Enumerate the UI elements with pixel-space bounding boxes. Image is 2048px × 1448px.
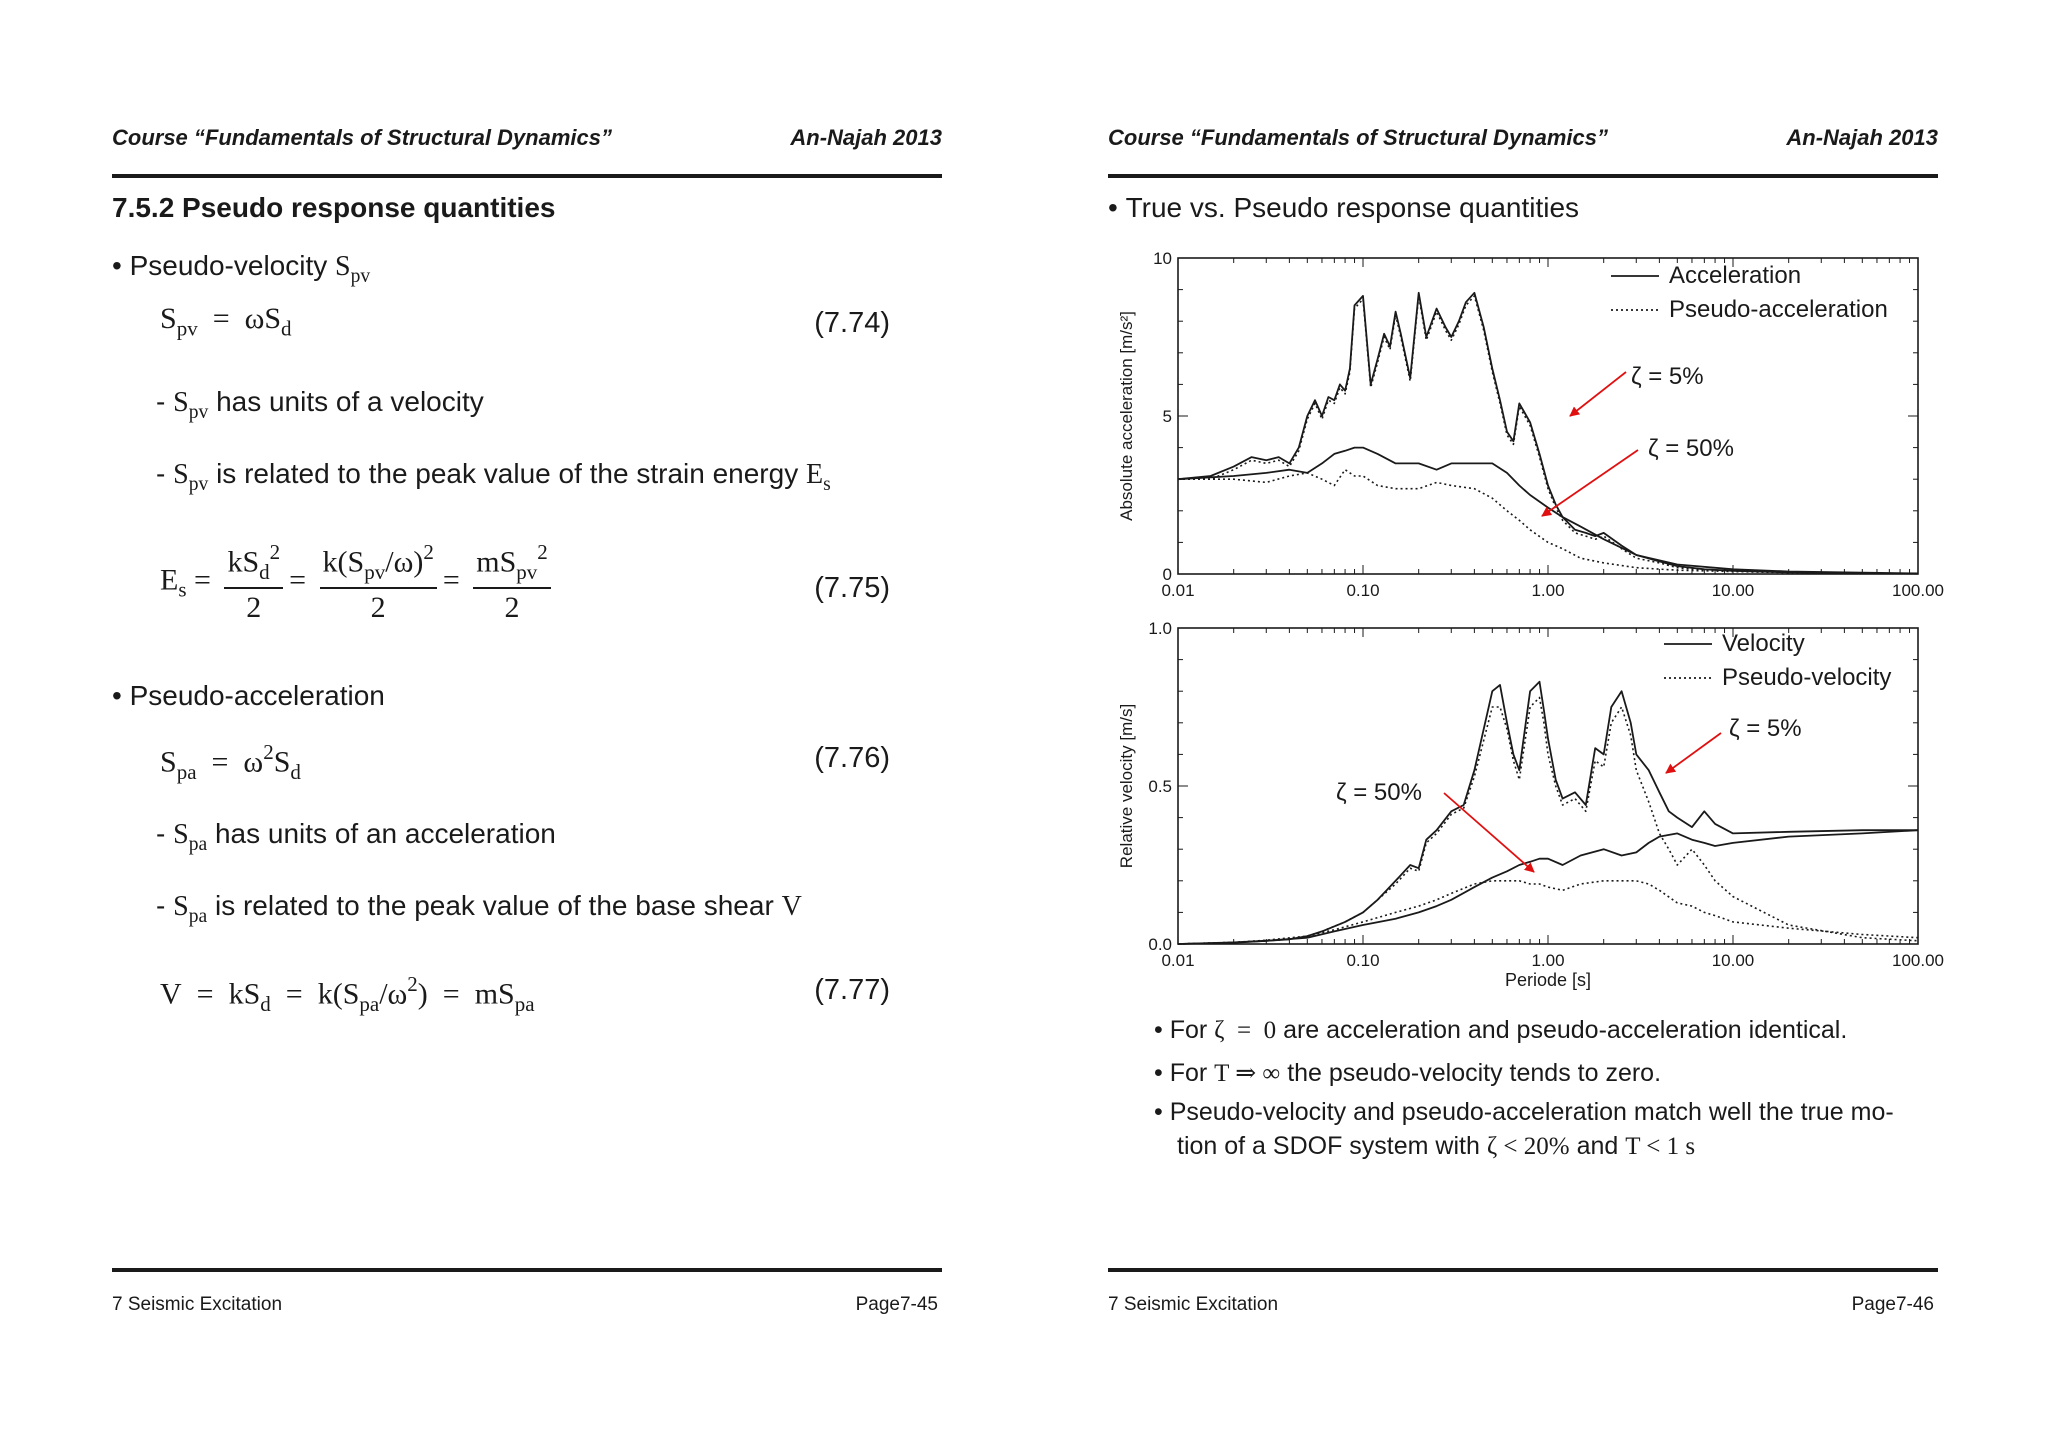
x-tick-label: 100.00 xyxy=(1892,951,1944,970)
dash-item-base-shear: - $S_{pa}$ is related to the peak value of the base shear V xyxy=(156,890,802,927)
dash-item-acceleration-units: - $S_{pa}$ has units of an acceleration xyxy=(156,818,556,855)
left-page xyxy=(70,0,970,1448)
symbol-spv: $S_{pv}$ xyxy=(335,251,371,287)
annotation-arrow xyxy=(1666,733,1721,773)
series-line xyxy=(1178,296,1918,574)
equation-number-7-74: (7.74) xyxy=(814,307,890,339)
bullet-pseudo-acceleration: • Pseudo-acceleration xyxy=(112,680,385,711)
course-title: Course “Fundamentals of Structural Dynamics” xyxy=(112,125,612,150)
x-tick-label: 1.00 xyxy=(1531,951,1565,970)
bullet-pseudo-velocity: • Pseudo-velocity $S_{pv}$ xyxy=(112,250,371,287)
series-line xyxy=(1178,293,1918,574)
legend-label: Pseudo-acceleration xyxy=(1669,296,1888,323)
bullet-zeta-zero: • For ζ = 0 are acceleration and pseudo-acceleration identical. xyxy=(1154,1016,1848,1044)
series-line xyxy=(1178,682,1918,944)
bullet-match-well-cont: tion of a SDOF system with ζ < 20% and T < 1 s xyxy=(1177,1132,1696,1160)
header-year: An-Najah 2013 xyxy=(790,125,942,150)
response-spectra-charts xyxy=(1066,0,1966,1100)
dash-item-strain-energy: - $S_{pv}$ is related to the peak value of the strain energy $E_s$ xyxy=(156,458,831,495)
damping-annotation: ζ = 5% xyxy=(1729,715,1802,742)
x-tick-label: 10.00 xyxy=(1711,951,1755,970)
x-axis-label: Periode [s] xyxy=(1504,970,1592,990)
equation-7-74: $S_{pv} = \omega S_d$ xyxy=(160,302,292,341)
y-axis-label: Relative velocity [m/s] xyxy=(1117,703,1136,869)
x-tick-label: 0.10 xyxy=(1346,951,1380,970)
x-tick-label: 10.00 xyxy=(1711,581,1755,600)
velocity-chart xyxy=(1117,619,1944,990)
equation-7-77: $V = kS_d = k(S_{pa}/\omega^2) = mS_{pa}$ xyxy=(160,972,535,1016)
equation-number-7-76: (7.76) xyxy=(814,742,890,774)
x-tick-label: 100.00 xyxy=(1892,581,1944,600)
course-title: Course “Fundamentals of Structural Dynamics” xyxy=(1108,125,1608,150)
page-number: Page7-46 xyxy=(1851,1294,1934,1315)
bullet-period-infinity: • For T ⇒ ∞ the pseudo-velocity tends to zero. xyxy=(1154,1059,1662,1087)
legend-label: Pseudo-velocity xyxy=(1722,664,1892,691)
footer-rule xyxy=(112,1268,942,1272)
y-tick-label: 0 xyxy=(1162,565,1172,584)
series-line xyxy=(1178,830,1918,944)
y-tick-label: 0.5 xyxy=(1148,777,1172,796)
chapter-label: 7 Seismic Excitation xyxy=(112,1294,283,1315)
dash-item-units: - $S_{pv}$ has units of a velocity xyxy=(156,386,484,423)
equation-number-7-75: (7.75) xyxy=(814,572,890,604)
y-axis-label: Absolute acceleration [m/s²] xyxy=(1117,311,1136,521)
bullet-match-well: • Pseudo-velocity and pseudo-acceleration match well the true mo- xyxy=(1154,1098,1894,1126)
equation-7-75: $E_s$ = $\frac{kS_d^2}{2}$ = $\frac{k(S_{pv}/\omega)^2}{2}$ = $\frac{mS_{pv}^2}{2}$ xyxy=(160,540,557,625)
equation-7-76: $S_{pa} = \omega^2S_d$ xyxy=(160,740,301,784)
y-tick-label: 0.0 xyxy=(1148,935,1172,954)
chapter-label: 7 Seismic Excitation xyxy=(1108,1294,1279,1315)
legend-label: Acceleration xyxy=(1669,262,1802,289)
acceleration-chart xyxy=(1117,249,1944,600)
y-tick-label: 5 xyxy=(1162,407,1172,426)
x-tick-label: 0.10 xyxy=(1346,581,1380,600)
damping-annotation: ζ = 5% xyxy=(1631,363,1704,390)
series-line xyxy=(1178,881,1918,944)
series-line xyxy=(1178,448,1918,574)
legend-label: Velocity xyxy=(1722,630,1805,657)
annotation-arrow xyxy=(1570,372,1626,416)
x-tick-label: 0.01 xyxy=(1161,951,1195,970)
annotation-arrow xyxy=(1444,793,1534,872)
y-tick-label: 10 xyxy=(1153,249,1172,268)
header-year: An-Najah 2013 xyxy=(1786,125,1938,150)
section-heading: 7.5.2 Pseudo response quantities xyxy=(112,192,556,223)
annotation-arrow xyxy=(1542,450,1638,516)
damping-annotation: ζ = 50% xyxy=(1648,435,1734,462)
page-number: Page7-45 xyxy=(855,1294,938,1315)
bullet-text: Pseudo-velocity xyxy=(129,250,328,281)
header-rule xyxy=(112,174,942,178)
bullet-true-vs-pseudo: • True vs. Pseudo response quantities xyxy=(1108,192,1580,223)
y-tick-label: 1.0 xyxy=(1148,619,1172,638)
right-page xyxy=(1066,0,1966,1448)
x-tick-label: 0.01 xyxy=(1161,581,1195,600)
x-tick-label: 1.00 xyxy=(1531,581,1565,600)
footer-rule xyxy=(1108,1268,1938,1272)
equation-number-7-77: (7.77) xyxy=(814,974,890,1006)
damping-annotation: ζ = 50% xyxy=(1336,779,1422,806)
